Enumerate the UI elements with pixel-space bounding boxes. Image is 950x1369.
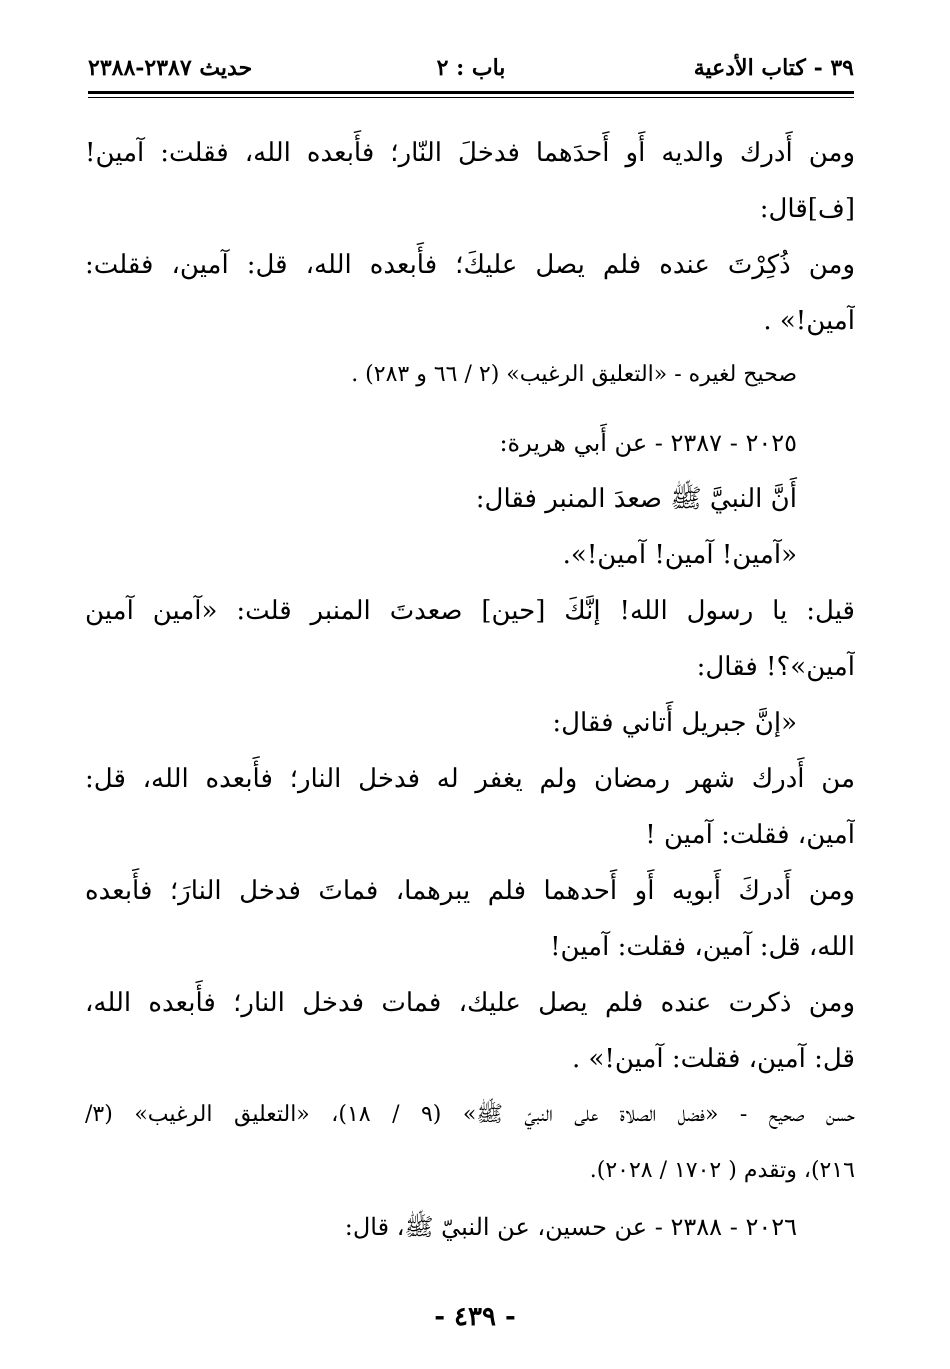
hadith-number-line: ٢٠٢٦ - ٢٣٨٨ - عن حسين، عن النبيّ ﷺ، قال: [344, 1213, 797, 1241]
text-line: «آمين! آمين! آمين!». [562, 540, 797, 570]
text-line: أَنَّ النبيَّ ﷺ صعدَ المنبر فقال: [475, 484, 797, 514]
chapter-title: ٣٩ - كتاب الأدعية [693, 55, 854, 81]
text-line: [ف]قال: [759, 194, 855, 224]
bab-label: باب : ٢ [436, 55, 506, 81]
grading-note: حسن صحيح - «فضل الصلاة على النبيّ ﷺ» (٩ / ١٨)، «التعليق الرغيب» (٣/ [85, 1102, 855, 1127]
text-line: قل: آمين، فقلت: آمين!» . [571, 1044, 855, 1074]
text-line: قيل: يا رسول الله! إنَّكَ [حين] صعدتَ المنبر قلت: «آمين آمين [85, 596, 855, 626]
text-line: «إنَّ جبريل أَتاني فقال: [552, 708, 797, 738]
header-rule-thin [88, 97, 854, 98]
running-header [88, 55, 854, 95]
text-line: من أَدرك شهر رمضان ولم يغفر له فدخل النار؛ فأَبعده الله، قل: [85, 764, 855, 794]
text-line: آمين!» . [763, 306, 855, 336]
text-line: ومن أَدرك والديه أَو أَحدَهما فدخلَ النّار؛ فأَبعده الله، فقلت: آمين! [85, 138, 855, 168]
text-line: الله، قل: آمين، فقلت: آمين! [550, 932, 855, 962]
hadith-range: حديث ٢٣٨٧-٢٣٨٨ [88, 55, 253, 81]
text-line: آمين، فقلت: آمين ! [645, 820, 855, 850]
text-line: ومن أَدركَ أَبويه أَو أَحدهما فلم يبرهما، فماتَ فدخل النارَ؛ فأَبعده [85, 876, 855, 906]
hadith-number-line: ٢٠٢٥ - ٢٣٨٧ - عن أَبي هريرة: [499, 429, 797, 457]
grading-note: صحيح لغيره - «التعليق الرغيب» (٢ / ٦٦ و ٢٨٣) . [351, 362, 797, 387]
text-line: آمين»؟! فقال: [696, 652, 855, 682]
page-number: - ٤٣٩ - [434, 1302, 516, 1332]
text-line: ومن ذكرت عنده فلم يصل عليك، فمات فدخل النار؛ فأَبعده الله، [85, 988, 855, 1018]
header-rule-thick [88, 91, 854, 94]
grading-note-cont: ٢١٦)، وتقدم ( ١٧٠٢ / ٢٠٢٨). [589, 1158, 855, 1183]
page-body [85, 125, 855, 1255]
text-line: ومن ذُكِرْتَ عنده فلم يصل عليكَ؛ فأَبعده الله، قل: آمين، فقلت: [85, 250, 855, 280]
